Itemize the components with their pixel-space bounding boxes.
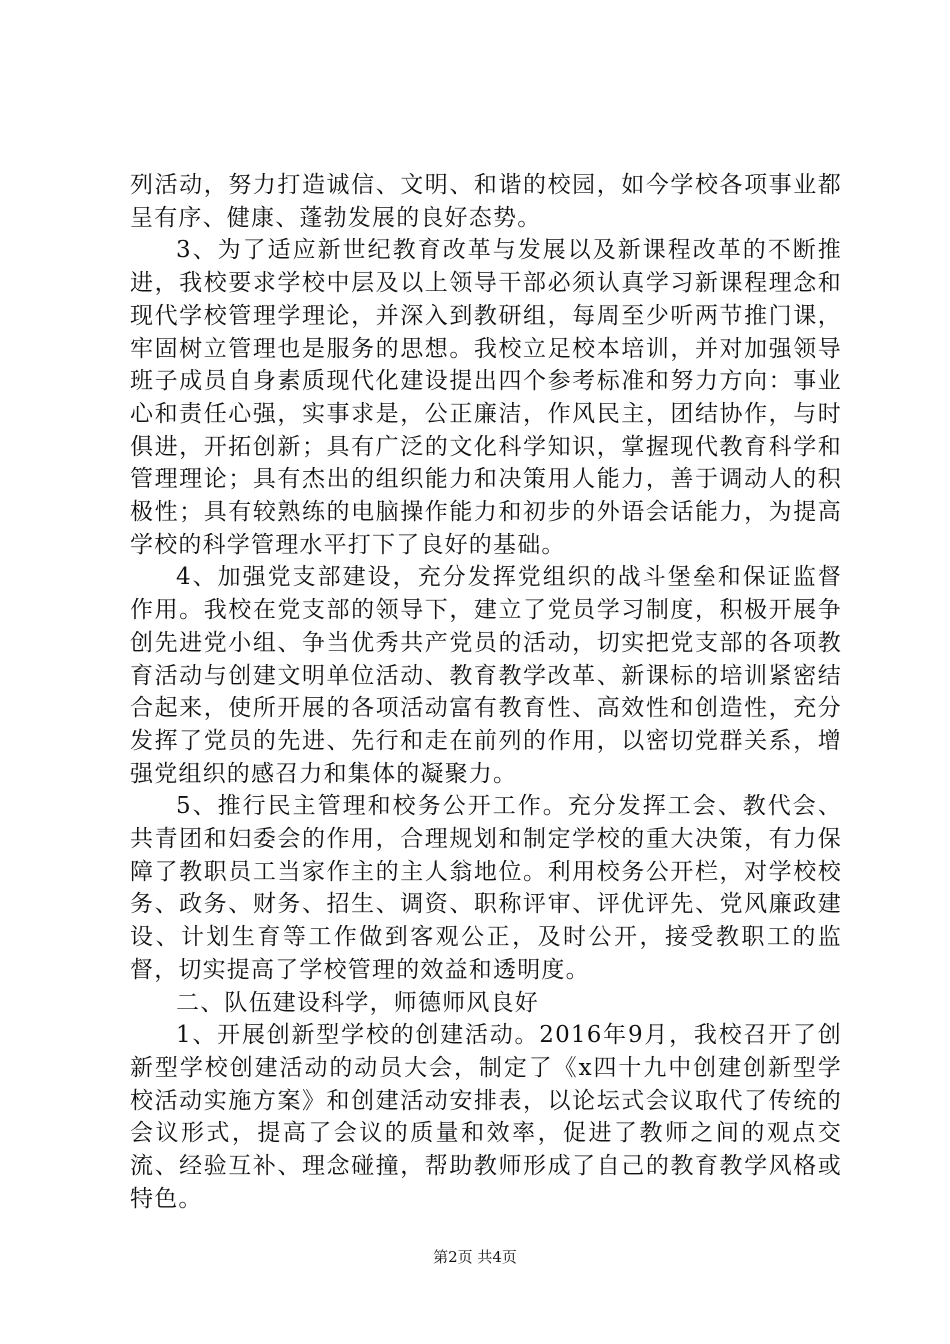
paragraph-continuation: 列活动，努力打造诚信、文明、和谐的校园，如今学校各项事业都呈有序、健康、蓬勃发展的良好态势。 bbox=[130, 172, 842, 231]
paragraph-item-3: 3、为了适应新世纪教育改革与发展以及新课程改革的不断推进，我校要求学校中层及以上领导干部必须认真学习新课程理念和现代学校管理学理论，并深入到教研组，每周至少听两节推门课，牢固树立管理也是服务的思想。我校立足校本培训，并对加强领导班子成员自身素质现代化建设提出四个参考标准和努力方向：事业心和责任心强，实事求是，公正廉洁，作风民主，团结协作，与时俱进，开拓创新；具有广泛的文化科学知识，掌握现代教育科学和管理理论；具有杰出的组织能力和决策用人能力，善于调动人的积极性；具有较熟练的电脑操作能力和初步的外语会话能力，为提高学校的科学管理水平打下了良好的基础。 bbox=[130, 237, 842, 558]
paragraph-item-4: 4、加强党支部建设，充分发挥党组织的战斗堡垒和保证监督作用。我校在党支部的领导下，建立了党员学习制度，积极开展争创先进党小组、争当优秀共产党员的活动，切实把党支部的各项教育活动与创建文明单位活动、教育教学改革、新课标的培训紧密结合起来，使所开展的各项活动富有教育性、高效性和创造性，充分发挥了党员的先进、先行和走在前列的作用，以密切党群关系，增强党组织的感召力和集体的凝聚力。 bbox=[130, 564, 842, 787]
document-body bbox=[130, 169, 842, 1216]
paragraph-section2-item-1: 1、开展创新型学校的创建活动。2016年9月，我校召开了创新型学校创建活动的动员大会，制定了《x四十九中创建创新型学校活动实施方案》和创建活动安排表，以论坛式会议取代了传统的会议形式，提高了会议的质量和效率，促进了教师之间的观点交流、经验互补、理念碰撞，帮助教师形成了自己的教育教学风格或特色。 bbox=[130, 1022, 842, 1212]
section-heading: 二、队伍建设科学，师德师风良好 bbox=[176, 989, 539, 1016]
page-footer: 第2页 共4页 bbox=[433, 1248, 517, 1266]
paragraph-item-5: 5、推行民主管理和校务公开工作。充分发挥工会、教代会、共青团和妇委会的作用，合理规划和制定学校的重大决策，有力保障了教职员工当家作主的主人翁地位。利用校务公开栏，对学校校务、政务、财务、招生、调资、职称评审、评优评先、党风廉政建设、计划生育等工作做到客观公正，及时公开，接受教职工的监督，切实提高了学校管理的效益和透明度。 bbox=[130, 793, 842, 983]
